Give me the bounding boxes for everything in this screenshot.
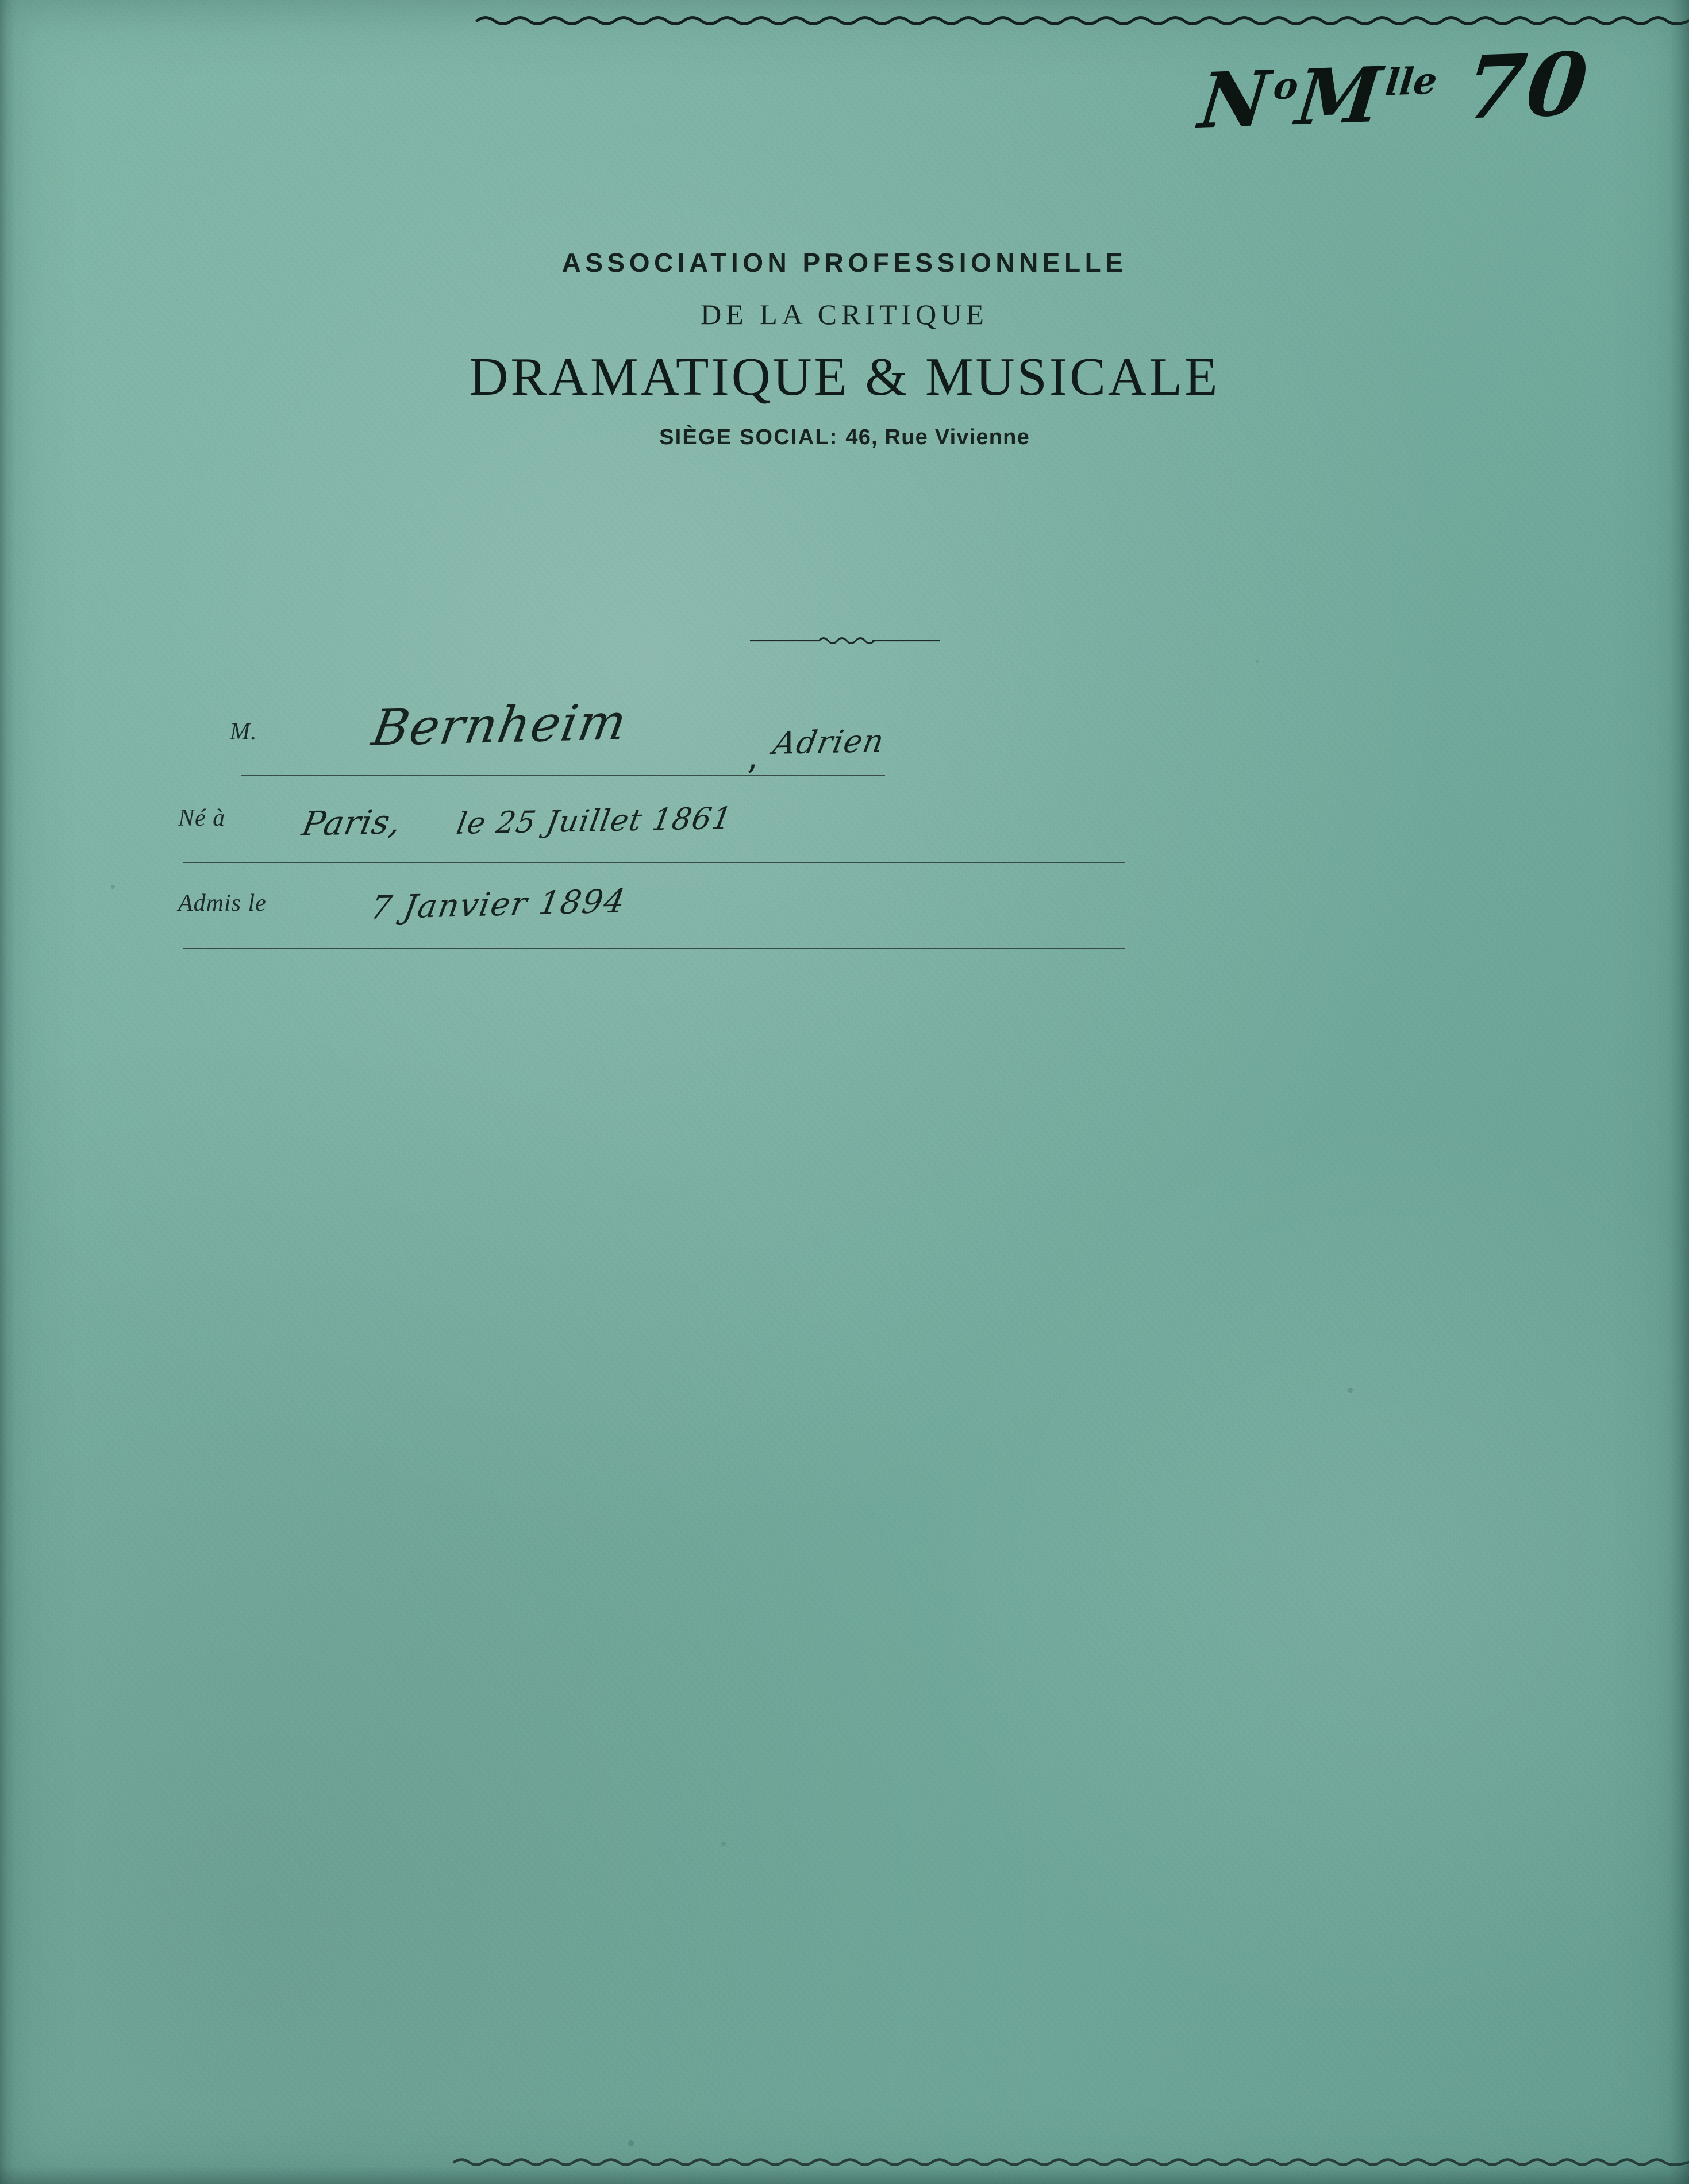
file-number <box>1195 33 1594 148</box>
file-number-value: 70 <box>1460 33 1594 140</box>
birth-label: Né à <box>178 805 226 831</box>
birth-field[interactable] <box>178 804 225 832</box>
association-line: ASSOCIATION PROFESSIONNELLE <box>561 248 1128 278</box>
bottom-edge-shadow <box>0 2167 1689 2184</box>
ornament-divider <box>750 632 940 649</box>
birth-place-value: Paris, <box>299 802 405 843</box>
file-number-prefix-sup: o <box>1271 64 1301 109</box>
name-rule-line <box>241 775 885 776</box>
paper-speck <box>721 1842 726 1846</box>
name-field[interactable] <box>230 718 257 746</box>
name-surname-value: Bernheim <box>368 693 632 757</box>
bottom-torn-edge <box>0 2154 1689 2169</box>
headquarters-label: SIÈGE SOCIAL: <box>659 425 838 449</box>
birth-rule-line <box>183 862 1125 863</box>
file-number-series: M <box>1292 50 1390 143</box>
admission-field[interactable] <box>178 889 267 917</box>
birth-date-value <box>454 802 735 841</box>
name-firstname-value: Adrien <box>770 722 888 761</box>
file-number-series-sup: lle <box>1383 59 1440 105</box>
headquarters-line <box>0 425 1689 450</box>
name-separator: , <box>747 737 759 777</box>
paper-speck <box>628 2140 634 2146</box>
admission-date-value: 7 Janvier 1894 <box>368 883 629 927</box>
paper-speck <box>111 885 115 889</box>
headquarters-address: 46, Rue Vivienne <box>845 425 1030 449</box>
file-number-prefix: N <box>1195 54 1278 147</box>
page-title: DRAMATIQUE & MUSICALE <box>469 347 1220 407</box>
paper-speck <box>1348 1388 1353 1393</box>
paper-speck <box>1256 660 1259 663</box>
letterhead <box>0 247 1689 450</box>
birth-date-text: 25 Juillet 1861 <box>493 801 735 841</box>
top-torn-edge <box>0 13 1689 28</box>
birth-date-prefix: le <box>454 806 489 841</box>
critique-line: DE LA CRITIQUE <box>701 298 988 330</box>
admission-label: Admis le <box>178 890 267 916</box>
admission-rule-line <box>183 948 1125 949</box>
name-label: M. <box>230 719 257 745</box>
